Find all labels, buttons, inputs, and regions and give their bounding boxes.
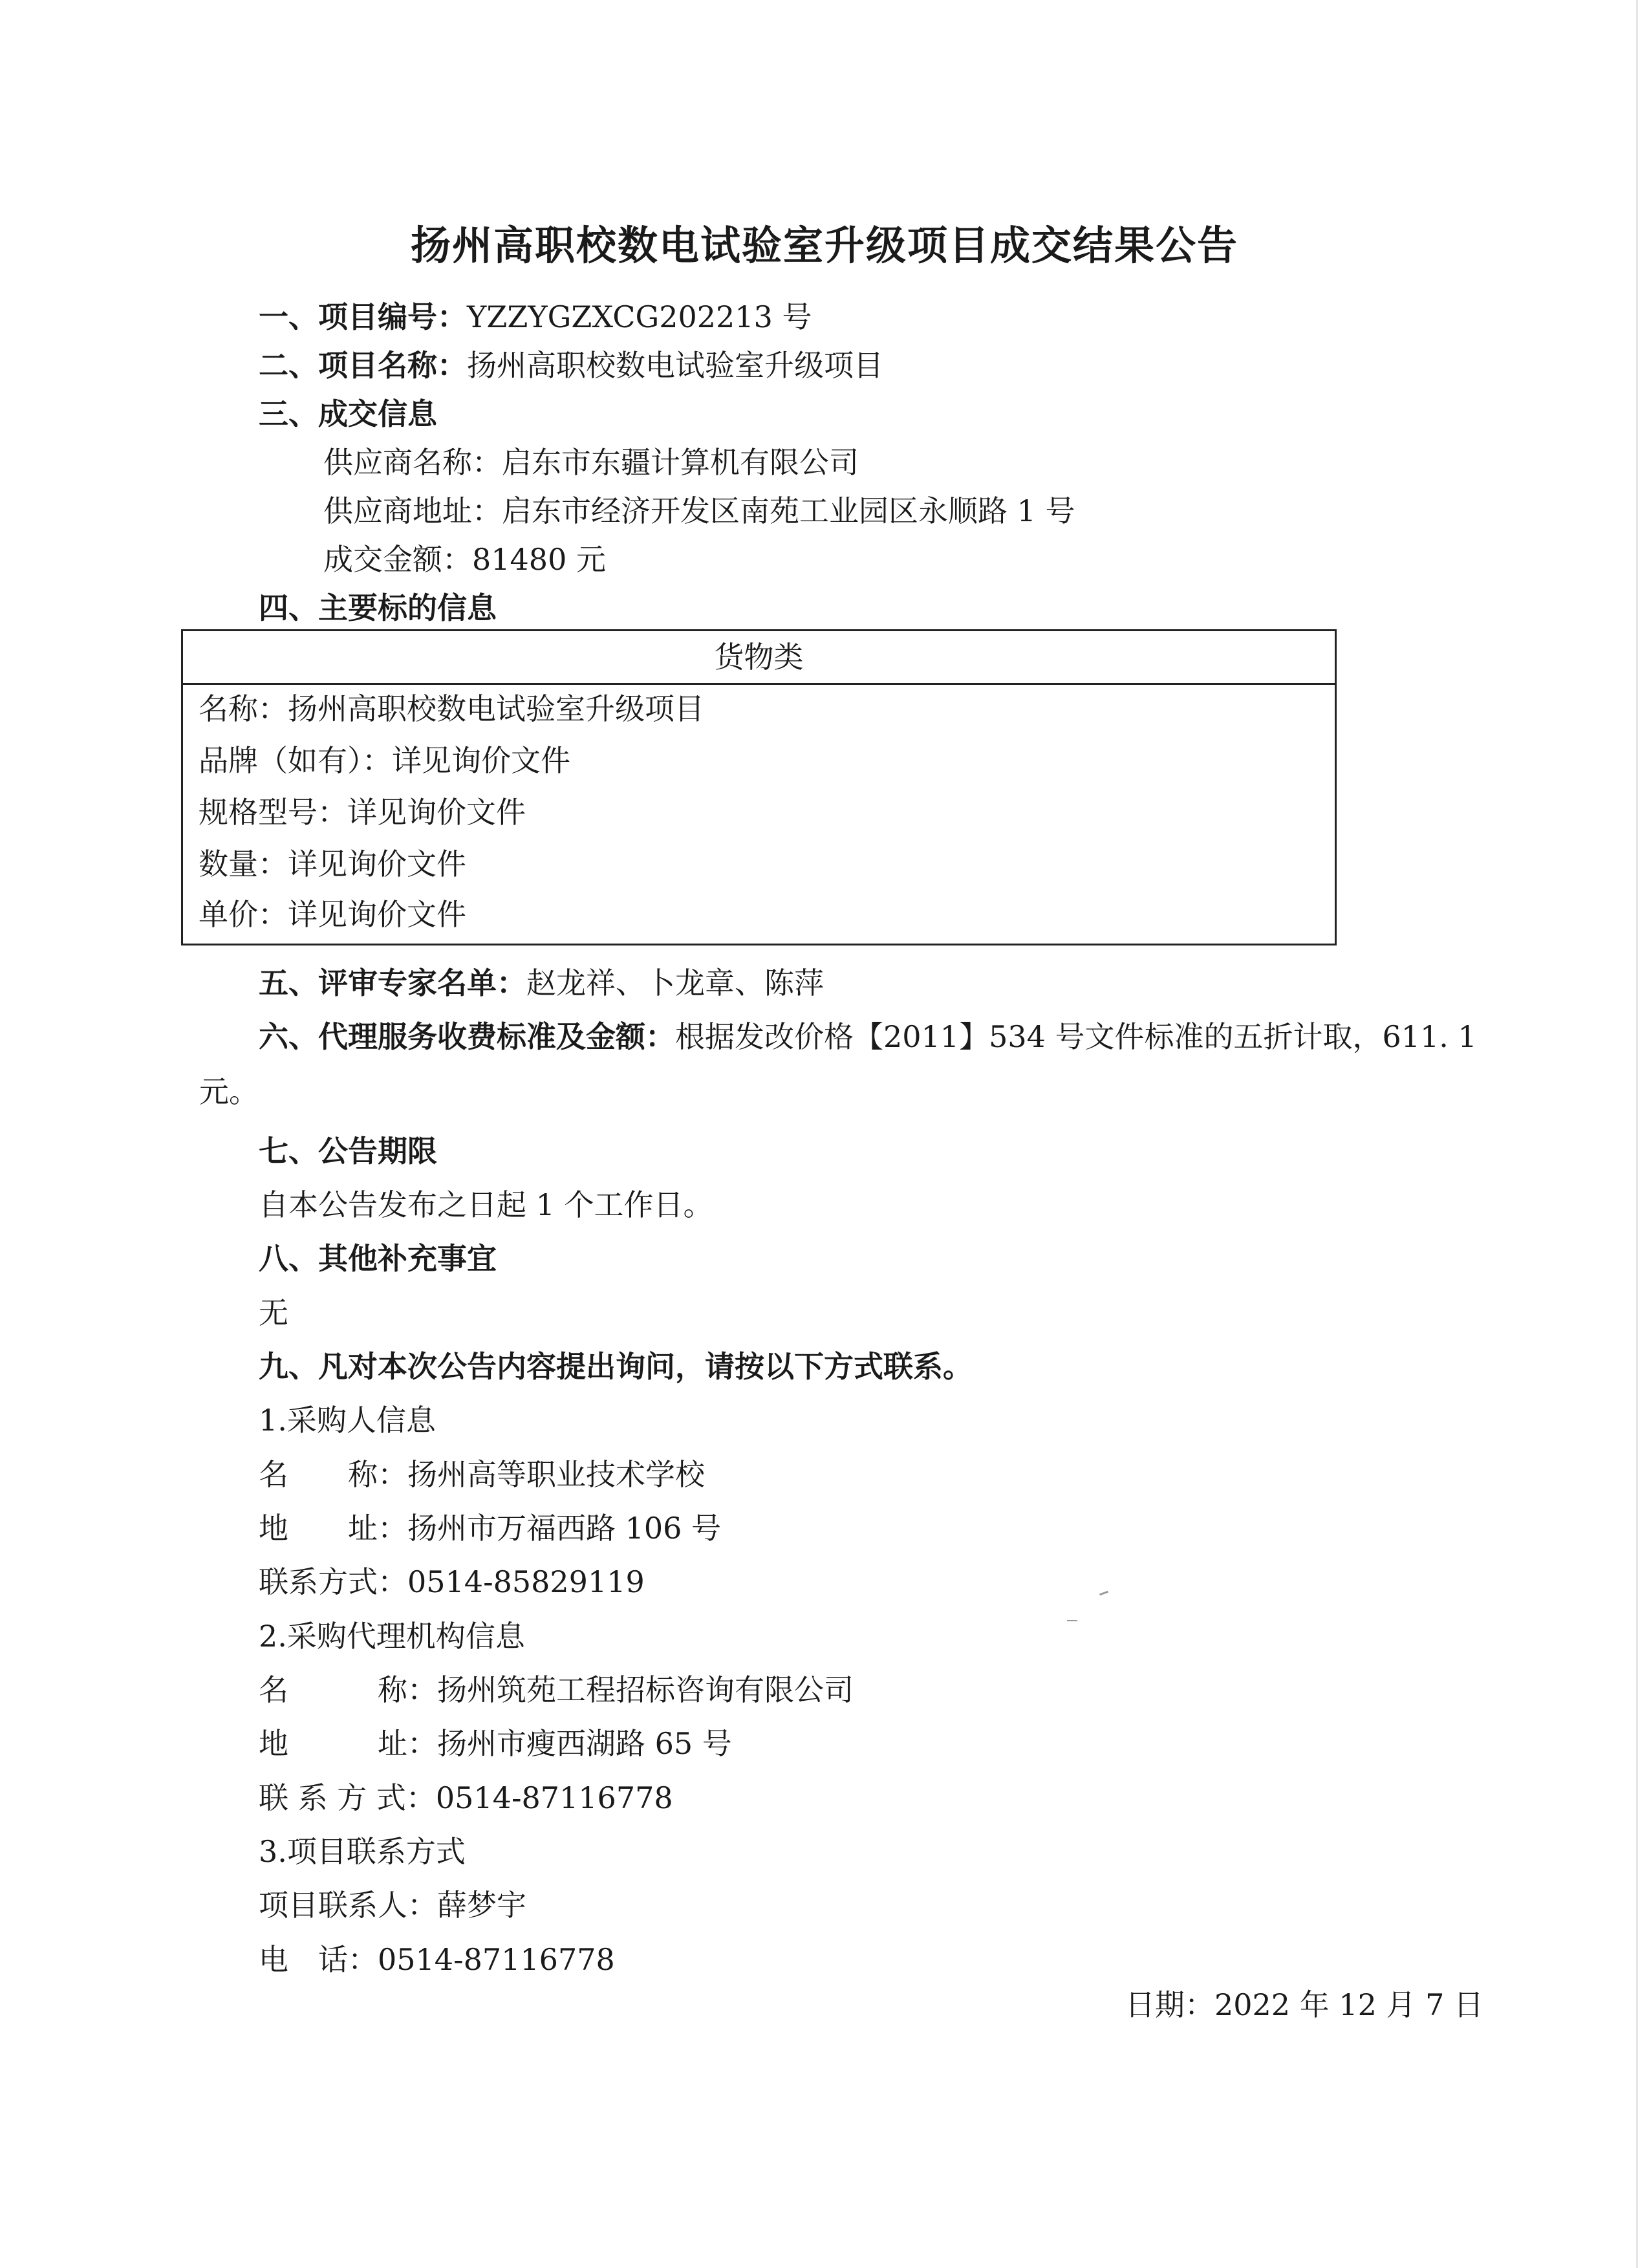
agency-contact-line — [259, 1778, 673, 1817]
notice-period-value: 自本公告发布之日起 1 个工作日。 — [259, 1187, 713, 1222]
agency-address: 扬州市瘦西湖路 65 号 — [437, 1726, 732, 1761]
agency-fee-line — [259, 1017, 1477, 1056]
agency-fee-value: 根据发改价格【2011】534 号文件标准的五折计取，611. 1 — [675, 1019, 1477, 1054]
project-name-line — [259, 346, 883, 385]
project-person-label: 项目联系人： — [259, 1888, 437, 1923]
agency-heading: 2.采购代理机构信息 — [259, 1619, 525, 1654]
purchaser-name: 扬州高等职业技术学校 — [407, 1457, 705, 1492]
project-phone-line — [259, 1940, 615, 1979]
project-number-value: YZZYGZXCG202213 号 — [467, 299, 812, 334]
agency-address-line — [259, 1724, 732, 1763]
goods-row-spec: 规格型号：详见询价文件 — [199, 795, 526, 830]
purchaser-name-label: 名 称： — [259, 1457, 407, 1492]
deal-amount: 成交金额：81480 元 — [323, 542, 606, 577]
scan-speck — [1099, 1591, 1108, 1596]
project-phone: 0514-87116778 — [378, 1942, 615, 1977]
agency-name-label: 名 称： — [259, 1672, 437, 1707]
agency-contact-label: 联 系 方 式： — [259, 1780, 436, 1815]
purchaser-heading: 1.采购人信息 — [259, 1403, 436, 1438]
purchaser-name-line — [259, 1455, 705, 1494]
purchaser-address-line — [259, 1509, 721, 1548]
purchaser-contact-line — [259, 1562, 645, 1601]
agency-name: 扬州筑苑工程招标咨询有限公司 — [437, 1672, 854, 1707]
project-person-line — [259, 1886, 526, 1925]
agency-name-line — [259, 1670, 854, 1709]
purchaser-address: 扬州市万福西路 106 号 — [407, 1511, 722, 1546]
experts-value: 赵龙祥、卜龙章、陈萍 — [526, 966, 824, 1000]
scan-edge — [1636, 0, 1638, 2268]
goods-row-quantity: 数量：详见询价文件 — [199, 847, 466, 881]
agency-contact: 0514-87116778 — [435, 1780, 673, 1815]
scan-speck — [1067, 1620, 1077, 1621]
purchaser-contact-label: 联系方式： — [259, 1564, 407, 1599]
deal-info-heading: 三、成交信息 — [259, 396, 437, 431]
goods-row-price: 单价：详见询价文件 — [199, 897, 466, 932]
project-phone-label: 电 话： — [259, 1942, 378, 1977]
agency-fee-continuation: 元。 — [199, 1074, 259, 1109]
goods-table — [181, 629, 1337, 945]
project-name-value: 扬州高职校数电试验室升级项目 — [467, 348, 883, 383]
purchaser-address-label: 地 址： — [259, 1511, 407, 1546]
goods-row-name: 名称：扬州高职校数电试验室升级项目 — [199, 691, 704, 726]
supplier-address: 供应商地址：启东市经济开发区南苑工业园区永顺路 1 号 — [323, 493, 1075, 528]
subject-info-heading: 四、主要标的信息 — [259, 590, 497, 625]
notice-period-heading: 七、公告期限 — [259, 1134, 437, 1169]
project-contact-heading: 3.项目联系方式 — [259, 1834, 466, 1869]
project-person: 薛梦宇 — [437, 1888, 526, 1923]
project-name-label: 二、项目名称： — [259, 348, 467, 383]
experts-line — [259, 964, 824, 1002]
purchaser-contact: 0514-85829119 — [407, 1564, 645, 1599]
inquiry-heading: 九、凡对本次公告内容提出询问，请按以下方式联系。 — [259, 1349, 973, 1384]
announcement-date: 日期：2022 年 12 月 7 日 — [1125, 1987, 1483, 2022]
project-number-label: 一、项目编号： — [259, 299, 467, 334]
experts-label: 五、评审专家名单： — [259, 966, 526, 1000]
other-matters-heading: 八、其他补充事宜 — [259, 1241, 497, 1276]
agency-fee-label: 六、代理服务收费标准及金额： — [259, 1019, 675, 1054]
page-title: 扬州高职校数电试验室升级项目成交结果公告 — [410, 222, 1238, 269]
other-matters-value: 无 — [259, 1295, 288, 1330]
project-number-line — [259, 297, 812, 336]
goods-row-brand: 品牌（如有）：详见询价文件 — [199, 743, 570, 778]
agency-address-label: 地 址： — [259, 1726, 437, 1761]
supplier-name: 供应商名称：启东市东疆计算机有限公司 — [323, 445, 859, 480]
goods-table-header: 货物类 — [183, 631, 1335, 685]
